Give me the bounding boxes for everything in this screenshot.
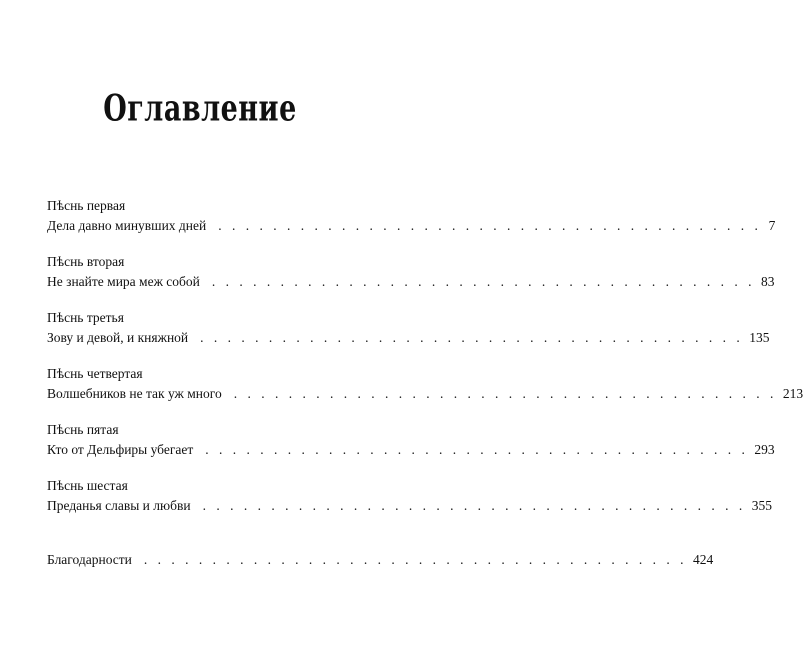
toc-entry[interactable] (47, 384, 803, 404)
entry-title: Кто от Дельфиры убегает (47, 442, 194, 457)
entry-title: Не знайте мира меж собой (47, 274, 200, 289)
chapter-block-1 (47, 196, 776, 236)
chapter-heading: Пѣснь первая (47, 198, 126, 213)
dot-leader: . . . . . . . . . . . . . . . . . . . . . . . . . . . . . . . . . . . . . . . . (205, 442, 749, 457)
chapter-block-5 (47, 420, 775, 460)
page-number: 213 (782, 386, 803, 401)
toc-entry[interactable] (47, 328, 770, 348)
toc-entry[interactable] (47, 216, 776, 236)
chapter-block-2 (47, 252, 775, 292)
dot-leader: . . . . . . . . . . . . . . . . . . . . . . . . . . . . . . . . . . . . . . . . (218, 218, 762, 233)
page-number: 293 (754, 442, 775, 457)
chapter-heading: Пѣснь четвертая (47, 366, 143, 381)
dot-leader: . . . . . . . . . . . . . . . . . . . . . . . . . . . . . . . . . . . . . . . . (211, 274, 755, 289)
page-number: 135 (749, 330, 770, 345)
entry-title: Волшебников не так уж много (47, 386, 222, 401)
dot-leader: . . . . . . . . . . . . . . . . . . . . . . . . . . . . . . . . . . . . . . . . (202, 498, 746, 513)
chapter-block-4 (47, 364, 803, 404)
chapter-heading: Пѣснь пятая (47, 422, 119, 437)
entry-title: Зову и девой, и княжной (47, 330, 189, 345)
toc-entry[interactable] (47, 272, 775, 292)
page-number: 7 (768, 218, 776, 233)
acknowledgements-block (47, 550, 714, 570)
dot-leader: . . . . . . . . . . . . . . . . . . . . . . . . . . . . . . . . . . . . . . . . (143, 552, 688, 567)
chapter-block-6 (47, 476, 772, 516)
page-title: Оглавление (103, 88, 297, 130)
toc-entry-acknowledgements[interactable] (47, 550, 714, 570)
table-of-contents (47, 196, 803, 570)
chapter-heading: Пѣснь третья (47, 310, 124, 325)
dot-leader: . . . . . . . . . . . . . . . . . . . . . . . . . . . . . . . . . . . . . . . . (233, 386, 777, 401)
toc-entry[interactable] (47, 496, 772, 516)
entry-title: Преданья славы и любви (47, 498, 191, 513)
chapter-heading: Пѣснь шестая (47, 478, 128, 493)
page-number: 83 (761, 274, 775, 289)
page-number: 355 (751, 498, 772, 513)
chapter-heading: Пѣснь вторая (47, 254, 125, 269)
entry-title: Благодарности (47, 552, 132, 567)
dot-leader: . . . . . . . . . . . . . . . . . . . . . . . . . . . . . . . . . . . . . . . . (200, 330, 744, 345)
toc-entry[interactable] (47, 440, 775, 460)
page-number: 424 (693, 552, 714, 567)
chapter-block-3 (47, 308, 770, 348)
entry-title: Дела давно минувших дней (47, 218, 207, 233)
